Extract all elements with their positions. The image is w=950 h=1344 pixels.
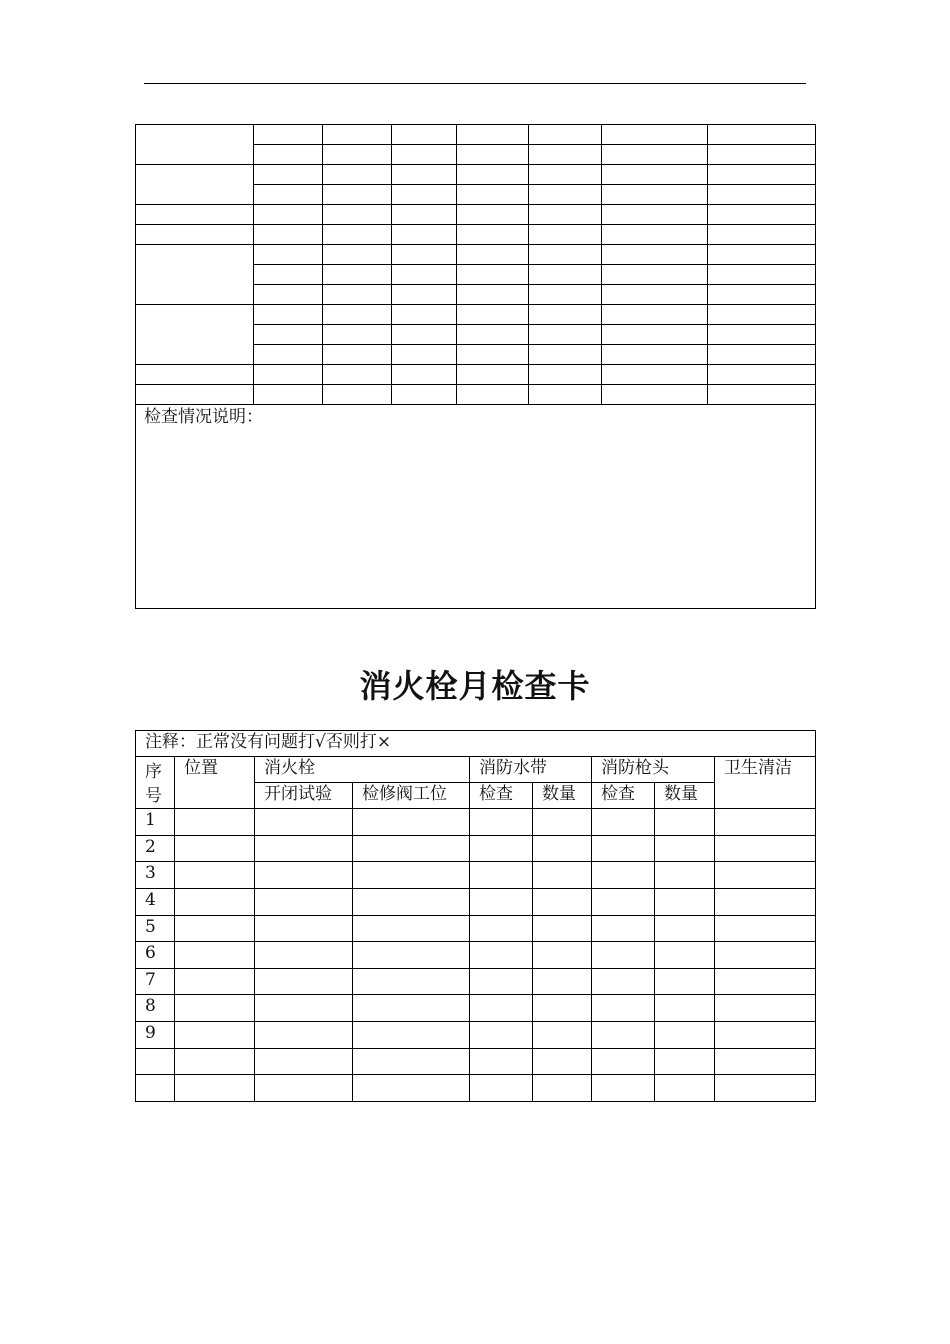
entry-cell[interactable] bbox=[592, 1075, 655, 1102]
header-nozzle: 消防枪头 bbox=[592, 757, 715, 783]
entry-cell[interactable] bbox=[353, 968, 470, 995]
entry-cell[interactable] bbox=[175, 995, 255, 1022]
header-row bbox=[136, 757, 816, 783]
entry-cell[interactable] bbox=[255, 809, 353, 836]
entry-cell[interactable] bbox=[470, 968, 533, 995]
entry-cell[interactable] bbox=[592, 1022, 655, 1049]
row-number: 7 bbox=[136, 968, 175, 995]
entry-cell[interactable] bbox=[592, 862, 655, 889]
entry-cell[interactable] bbox=[655, 889, 715, 916]
entry-cell[interactable] bbox=[353, 1048, 470, 1075]
entry-cell[interactable] bbox=[255, 968, 353, 995]
entry-cell[interactable] bbox=[655, 1048, 715, 1075]
header-hygiene: 卫生清洁 bbox=[715, 757, 816, 809]
entry-cell[interactable] bbox=[175, 942, 255, 969]
entry-cell[interactable] bbox=[175, 1022, 255, 1049]
entry-cell[interactable] bbox=[715, 995, 816, 1022]
entry-cell[interactable] bbox=[175, 889, 255, 916]
entry-cell[interactable] bbox=[353, 889, 470, 916]
row-number: 8 bbox=[136, 995, 175, 1022]
row-number: 5 bbox=[136, 915, 175, 942]
header-nozzle-qty: 数量 bbox=[655, 783, 715, 809]
entry-cell[interactable] bbox=[715, 1022, 816, 1049]
header-seq-line1: 序 bbox=[145, 762, 162, 782]
inspection-notes-label: 检查情况说明： bbox=[144, 407, 263, 427]
row-number bbox=[136, 1048, 175, 1075]
header-hose-qty: 数量 bbox=[533, 783, 592, 809]
entry-cell[interactable] bbox=[175, 1048, 255, 1075]
group-cell bbox=[136, 165, 254, 205]
table-row bbox=[136, 165, 816, 185]
entry-cell[interactable] bbox=[533, 915, 592, 942]
header-open-close-test: 开闭试验 bbox=[255, 783, 353, 809]
header-hydrant: 消火栓 bbox=[255, 757, 470, 783]
entry-cell[interactable] bbox=[655, 835, 715, 862]
table-row bbox=[136, 365, 816, 385]
entry-cell[interactable] bbox=[353, 835, 470, 862]
entry-cell[interactable] bbox=[470, 1022, 533, 1049]
inspection-notes-field[interactable] bbox=[136, 405, 816, 609]
entry-cell[interactable] bbox=[175, 1075, 255, 1102]
header-location: 位置 bbox=[175, 757, 255, 809]
entry-cell[interactable] bbox=[533, 835, 592, 862]
entry-cell[interactable] bbox=[655, 809, 715, 836]
entry-cell[interactable] bbox=[255, 942, 353, 969]
entry-cell[interactable] bbox=[255, 1075, 353, 1102]
row-number: 9 bbox=[136, 1022, 175, 1049]
row-number: 3 bbox=[136, 862, 175, 889]
entry-cell[interactable] bbox=[715, 889, 816, 916]
entry-cell[interactable] bbox=[175, 915, 255, 942]
entry-cell[interactable] bbox=[655, 915, 715, 942]
entry-cell[interactable] bbox=[175, 968, 255, 995]
entry-cell[interactable] bbox=[470, 1075, 533, 1102]
entry-cell[interactable] bbox=[353, 1022, 470, 1049]
group-cell bbox=[136, 245, 254, 305]
table-row bbox=[136, 305, 816, 325]
entry-cell[interactable] bbox=[715, 942, 816, 969]
entry-cell[interactable] bbox=[470, 809, 533, 836]
entry-cell[interactable] bbox=[255, 1022, 353, 1049]
header-hose: 消防水带 bbox=[470, 757, 592, 783]
entry-cell[interactable] bbox=[353, 862, 470, 889]
entry-cell[interactable] bbox=[533, 862, 592, 889]
entry-cell[interactable] bbox=[655, 1022, 715, 1049]
table-row bbox=[136, 862, 816, 889]
entry-cell[interactable] bbox=[533, 968, 592, 995]
entry-cell[interactable] bbox=[533, 995, 592, 1022]
entry-cell[interactable] bbox=[470, 995, 533, 1022]
row-number: 2 bbox=[136, 835, 175, 862]
entry-cell[interactable] bbox=[592, 809, 655, 836]
entry-cell[interactable] bbox=[353, 915, 470, 942]
table-row bbox=[136, 942, 816, 969]
row-number: 1 bbox=[136, 809, 175, 836]
note-cell bbox=[136, 731, 816, 757]
table-row bbox=[136, 889, 816, 916]
notes-row bbox=[136, 405, 816, 609]
entry-cell[interactable] bbox=[470, 862, 533, 889]
table-row bbox=[136, 385, 816, 405]
entry-cell[interactable] bbox=[715, 1048, 816, 1075]
row-number: 4 bbox=[136, 889, 175, 916]
header-nozzle-check: 检查 bbox=[592, 783, 655, 809]
entry-cell[interactable] bbox=[655, 968, 715, 995]
entry-cell[interactable] bbox=[470, 889, 533, 916]
header-seq-line2: 号 bbox=[145, 786, 162, 807]
entry-cell[interactable] bbox=[592, 995, 655, 1022]
entry-cell[interactable] bbox=[175, 835, 255, 862]
header-valve-position: 检修阀工位 bbox=[353, 783, 470, 809]
table-row bbox=[136, 205, 816, 225]
entry-cell[interactable] bbox=[592, 1048, 655, 1075]
entry-cell[interactable] bbox=[470, 915, 533, 942]
entry-cell[interactable] bbox=[655, 1075, 715, 1102]
row-number bbox=[136, 1075, 175, 1102]
row-number: 6 bbox=[136, 942, 175, 969]
table-row bbox=[136, 995, 816, 1022]
entry-cell[interactable] bbox=[533, 1075, 592, 1102]
entry-cell[interactable] bbox=[715, 835, 816, 862]
header-seq bbox=[136, 757, 175, 809]
entry-cell[interactable] bbox=[175, 862, 255, 889]
group-cell bbox=[136, 125, 254, 165]
entry-cell[interactable] bbox=[470, 1048, 533, 1075]
legend-note: 注释：正常没有问题打√否则打× bbox=[145, 732, 392, 752]
entry-cell[interactable] bbox=[592, 915, 655, 942]
entry-cell[interactable] bbox=[175, 809, 255, 836]
entry-cell[interactable] bbox=[255, 889, 353, 916]
entry-cell[interactable] bbox=[353, 809, 470, 836]
entry-cell[interactable] bbox=[533, 942, 592, 969]
table-row bbox=[136, 809, 816, 836]
entry-cell[interactable] bbox=[533, 809, 592, 836]
entry-cell[interactable] bbox=[715, 1075, 816, 1102]
table-row bbox=[136, 245, 816, 265]
entry-cell[interactable] bbox=[470, 835, 533, 862]
table-row bbox=[136, 225, 816, 245]
note-row bbox=[136, 731, 816, 757]
header-hose-check: 检查 bbox=[470, 783, 533, 809]
header-rule bbox=[144, 83, 806, 84]
page-title: 消火栓月检查卡 bbox=[359, 667, 591, 705]
entry-cell[interactable] bbox=[353, 1075, 470, 1102]
hydrant-inspection-card-table bbox=[135, 730, 816, 1102]
entry-cell[interactable] bbox=[353, 995, 470, 1022]
entry-cell[interactable] bbox=[533, 1022, 592, 1049]
entry-cell[interactable] bbox=[255, 1048, 353, 1075]
table-row bbox=[136, 915, 816, 942]
entry-cell[interactable] bbox=[655, 862, 715, 889]
entry-cell[interactable] bbox=[655, 942, 715, 969]
entry-cell[interactable] bbox=[255, 835, 353, 862]
table-row bbox=[136, 1048, 816, 1075]
entry-cell[interactable] bbox=[533, 889, 592, 916]
table-row bbox=[136, 125, 816, 145]
entry-cell[interactable] bbox=[592, 942, 655, 969]
entry-cell[interactable] bbox=[255, 862, 353, 889]
entry-cell[interactable] bbox=[715, 968, 816, 995]
entry-cell[interactable] bbox=[592, 968, 655, 995]
entry-cell[interactable] bbox=[592, 835, 655, 862]
entry-cell[interactable] bbox=[353, 942, 470, 969]
group-cell bbox=[136, 305, 254, 365]
entry-cell[interactable] bbox=[715, 809, 816, 836]
entry-cell[interactable] bbox=[255, 995, 353, 1022]
entry-cell[interactable] bbox=[470, 942, 533, 969]
entry-cell[interactable] bbox=[715, 862, 816, 889]
entry-cell[interactable] bbox=[655, 995, 715, 1022]
table-row bbox=[136, 968, 816, 995]
top-inspection-table bbox=[135, 124, 816, 609]
table-row bbox=[136, 1075, 816, 1102]
entry-cell[interactable] bbox=[592, 889, 655, 916]
entry-cell[interactable] bbox=[533, 1048, 592, 1075]
table-row bbox=[136, 1022, 816, 1049]
table-row bbox=[136, 835, 816, 862]
entry-cell[interactable] bbox=[255, 915, 353, 942]
entry-cell[interactable] bbox=[715, 915, 816, 942]
